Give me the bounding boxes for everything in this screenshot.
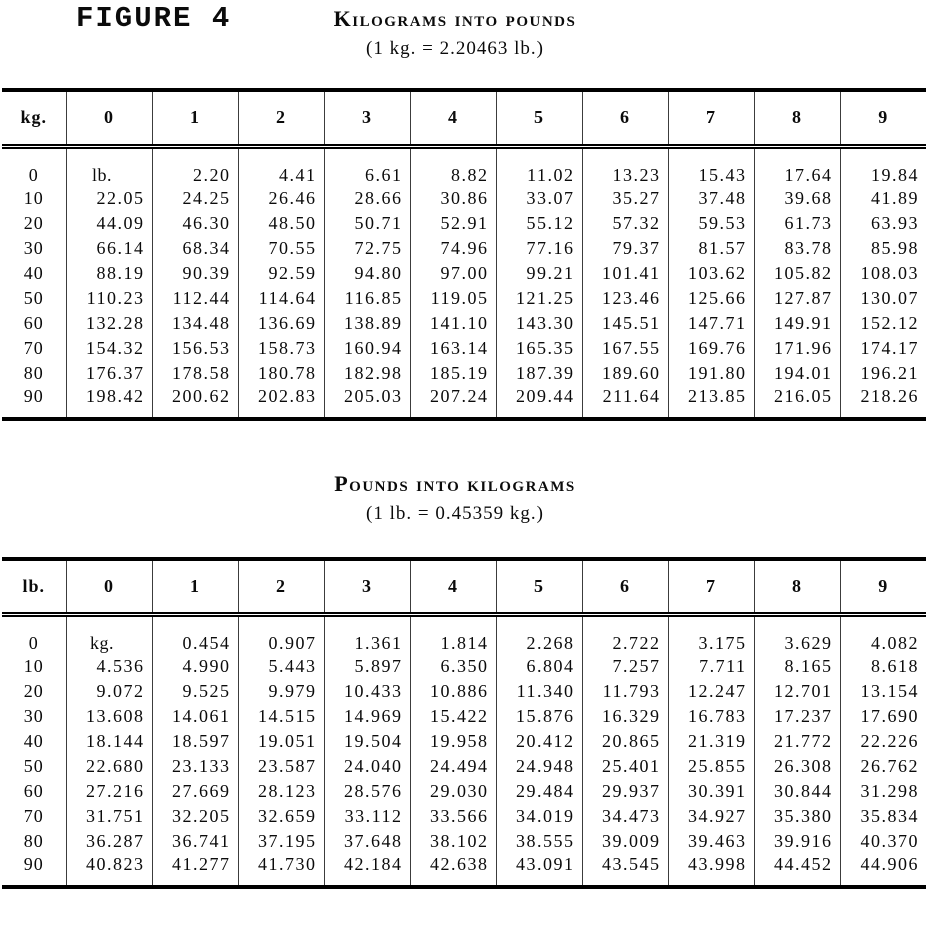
value-cell: 205.03	[324, 386, 410, 419]
value-cell: 43.998	[668, 854, 754, 887]
value-cell: 15.422	[410, 704, 496, 729]
value-cell: 11.793	[582, 679, 668, 704]
value-cell: 50.71	[324, 211, 410, 236]
value-cell: 37.195	[238, 829, 324, 854]
row-stub-cell: 0	[28, 633, 39, 653]
value-cell: 185.19	[410, 361, 496, 386]
value-cell: 74.96	[410, 236, 496, 261]
value-cell: 85.98	[840, 236, 926, 261]
value-cell: 33.112	[324, 804, 410, 829]
value-cell: 10.433	[324, 679, 410, 704]
row-stub-cell: 40	[23, 731, 44, 751]
value-cell: 41.89	[840, 186, 926, 211]
value-cell: 48.50	[238, 211, 324, 236]
table-row	[2, 779, 926, 804]
value-cell: 17.64	[754, 146, 840, 186]
column-header-cell: 5	[496, 90, 582, 146]
value-cell: 18.597	[152, 729, 238, 754]
value-cell: 2.722	[582, 615, 668, 655]
column-header-cell: 7	[668, 90, 754, 146]
column-header-cell: 7	[668, 559, 754, 615]
table-row	[2, 854, 926, 887]
value-cell: 213.85	[668, 386, 754, 419]
value-cell: 27.669	[152, 779, 238, 804]
row-stub-cell: 10	[23, 656, 44, 676]
row-stub-cell: 80	[23, 831, 44, 851]
row-stub-cell: 90	[23, 385, 44, 406]
value-cell: 180.78	[238, 361, 324, 386]
value-cell: 4.990	[152, 654, 238, 679]
table2-caption: (1 lb. = 0.45359 kg.)	[366, 502, 544, 524]
value-cell: 29.484	[496, 779, 582, 804]
value-cell: 18.144	[66, 729, 152, 754]
table-row	[2, 286, 926, 311]
value-cell: 44.452	[754, 854, 840, 887]
stub-header-cell: lb.	[2, 559, 66, 615]
table1-caption: (1 kg. = 2.20463 lb.)	[366, 38, 544, 59]
value-cell: 55.12	[496, 211, 582, 236]
row-stub-cell: 20	[23, 212, 44, 233]
value-cell: 182.98	[324, 361, 410, 386]
table-row	[2, 211, 926, 236]
column-header-cell: 9	[840, 559, 926, 615]
value-cell: 8.165	[754, 654, 840, 679]
value-cell: 37.48	[668, 186, 754, 211]
stub-header-cell: kg.	[2, 90, 66, 146]
value-cell: 26.308	[754, 754, 840, 779]
value-cell: 189.60	[582, 361, 668, 386]
value-cell: 130.07	[840, 286, 926, 311]
value-cell: 41.730	[238, 854, 324, 887]
value-cell: 34.927	[668, 804, 754, 829]
value-cell: 105.82	[754, 261, 840, 286]
value-cell: 22.680	[66, 754, 152, 779]
value-cell: 103.62	[668, 261, 754, 286]
value-cell: 12.701	[754, 679, 840, 704]
table-row	[2, 654, 926, 679]
row-stub-cell: 30	[23, 237, 44, 258]
value-cell: 33.566	[410, 804, 496, 829]
value-cell: 209.44	[496, 386, 582, 419]
value-cell: 88.19	[66, 261, 152, 286]
value-cell: 16.783	[668, 704, 754, 729]
value-cell: 19.051	[238, 729, 324, 754]
row-stub-cell: 0	[28, 164, 39, 185]
value-cell: 132.28	[66, 311, 152, 336]
value-cell: 30.391	[668, 779, 754, 804]
value-cell: 187.39	[496, 361, 582, 386]
value-cell: 44.906	[840, 854, 926, 887]
value-cell: 25.401	[582, 754, 668, 779]
value-cell: 101.41	[582, 261, 668, 286]
value-cell: 35.27	[582, 186, 668, 211]
column-header-cell: 9	[840, 90, 926, 146]
table-row	[2, 261, 926, 286]
value-cell: 165.35	[496, 336, 582, 361]
value-cell: 200.62	[152, 386, 238, 419]
table-row	[2, 615, 926, 655]
column-header-cell: 3	[324, 559, 410, 615]
table1-title-block	[0, 6, 910, 60]
unit-label-cell: kg.	[66, 615, 152, 655]
value-cell: 42.638	[410, 854, 496, 887]
value-cell: 119.05	[410, 286, 496, 311]
value-cell: 163.14	[410, 336, 496, 361]
header-row	[2, 559, 926, 615]
table2-title: Pounds into kilograms	[334, 470, 576, 496]
value-cell: 16.329	[582, 704, 668, 729]
value-cell: 5.897	[324, 654, 410, 679]
value-cell: 26.46	[238, 186, 324, 211]
value-cell: 171.96	[754, 336, 840, 361]
table-row	[2, 146, 926, 186]
value-cell: 92.59	[238, 261, 324, 286]
value-cell: 39.68	[754, 186, 840, 211]
value-cell: 43.091	[496, 854, 582, 887]
value-cell: 1.361	[324, 615, 410, 655]
value-cell: 11.340	[496, 679, 582, 704]
value-cell: 79.37	[582, 236, 668, 261]
row-stub-cell: 80	[23, 362, 44, 383]
lb-to-kg-table-body	[2, 615, 926, 888]
value-cell: 2.20	[152, 146, 238, 186]
value-cell: 40.823	[66, 854, 152, 887]
lb-to-kg-table	[2, 557, 926, 890]
table-row	[2, 336, 926, 361]
value-cell: 123.46	[582, 286, 668, 311]
value-cell: 3.629	[754, 615, 840, 655]
value-cell: 152.12	[840, 311, 926, 336]
value-cell: 121.25	[496, 286, 582, 311]
value-cell: 24.25	[152, 186, 238, 211]
kg-to-lb-table	[2, 88, 926, 421]
value-cell: 0.907	[238, 615, 324, 655]
lb-to-kg-table-header	[2, 559, 926, 615]
kg-to-lb-table-body	[2, 146, 926, 419]
value-cell: 114.64	[238, 286, 324, 311]
value-cell: 24.494	[410, 754, 496, 779]
value-cell: 1.814	[410, 615, 496, 655]
value-cell: 15.876	[496, 704, 582, 729]
value-cell: 167.55	[582, 336, 668, 361]
column-header-cell: 6	[582, 559, 668, 615]
value-cell: 35.380	[754, 804, 840, 829]
table-row	[2, 311, 926, 336]
table-row	[2, 829, 926, 854]
value-cell: 43.545	[582, 854, 668, 887]
value-cell: 39.916	[754, 829, 840, 854]
value-cell: 23.587	[238, 754, 324, 779]
table-row	[2, 361, 926, 386]
value-cell: 149.91	[754, 311, 840, 336]
value-cell: 14.061	[152, 704, 238, 729]
value-cell: 24.948	[496, 754, 582, 779]
row-stub-cell: 70	[23, 806, 44, 826]
value-cell: 4.082	[840, 615, 926, 655]
value-cell: 94.80	[324, 261, 410, 286]
row-stub-cell: 60	[23, 312, 44, 333]
value-cell: 30.86	[410, 186, 496, 211]
value-cell: 77.16	[496, 236, 582, 261]
value-cell: 196.21	[840, 361, 926, 386]
value-cell: 2.268	[496, 615, 582, 655]
value-cell: 68.34	[152, 236, 238, 261]
table-row	[2, 186, 926, 211]
value-cell: 37.648	[324, 829, 410, 854]
value-cell: 4.536	[66, 654, 152, 679]
page-header	[0, 0, 928, 88]
value-cell: 169.76	[668, 336, 754, 361]
value-cell: 10.886	[410, 679, 496, 704]
column-header-cell: 8	[754, 90, 840, 146]
value-cell: 19.958	[410, 729, 496, 754]
value-cell: 30.844	[754, 779, 840, 804]
value-cell: 99.21	[496, 261, 582, 286]
value-cell: 28.123	[238, 779, 324, 804]
value-cell: 11.02	[496, 146, 582, 186]
column-header-cell: 8	[754, 559, 840, 615]
value-cell: 211.64	[582, 386, 668, 419]
value-cell: 70.55	[238, 236, 324, 261]
table-row	[2, 679, 926, 704]
value-cell: 4.41	[238, 146, 324, 186]
value-cell: 28.576	[324, 779, 410, 804]
value-cell: 6.804	[496, 654, 582, 679]
value-cell: 110.23	[66, 286, 152, 311]
value-cell: 29.937	[582, 779, 668, 804]
value-cell: 136.69	[238, 311, 324, 336]
column-header-cell: 1	[152, 559, 238, 615]
value-cell: 26.762	[840, 754, 926, 779]
value-cell: 29.030	[410, 779, 496, 804]
value-cell: 216.05	[754, 386, 840, 419]
value-cell: 21.319	[668, 729, 754, 754]
value-cell: 81.57	[668, 236, 754, 261]
row-stub-cell: 10	[23, 187, 44, 208]
column-header-cell: 3	[324, 90, 410, 146]
value-cell: 0.454	[152, 615, 238, 655]
row-stub-cell: 20	[23, 681, 44, 701]
header-row	[2, 90, 926, 146]
value-cell: 32.205	[152, 804, 238, 829]
value-cell: 12.247	[668, 679, 754, 704]
value-cell: 21.772	[754, 729, 840, 754]
value-cell: 52.91	[410, 211, 496, 236]
value-cell: 134.48	[152, 311, 238, 336]
value-cell: 39.463	[668, 829, 754, 854]
value-cell: 34.019	[496, 804, 582, 829]
value-cell: 158.73	[238, 336, 324, 361]
column-header-cell: 2	[238, 559, 324, 615]
table-row	[2, 754, 926, 779]
unit-label-cell: lb.	[66, 146, 152, 186]
value-cell: 63.93	[840, 211, 926, 236]
row-stub-cell: 70	[23, 337, 44, 358]
value-cell: 59.53	[668, 211, 754, 236]
value-cell: 83.78	[754, 236, 840, 261]
value-cell: 108.03	[840, 261, 926, 286]
value-cell: 39.009	[582, 829, 668, 854]
value-cell: 66.14	[66, 236, 152, 261]
value-cell: 178.58	[152, 361, 238, 386]
value-cell: 145.51	[582, 311, 668, 336]
value-cell: 191.80	[668, 361, 754, 386]
value-cell: 116.85	[324, 286, 410, 311]
value-cell: 35.834	[840, 804, 926, 829]
value-cell: 46.30	[152, 211, 238, 236]
value-cell: 23.133	[152, 754, 238, 779]
value-cell: 13.608	[66, 704, 152, 729]
value-cell: 143.30	[496, 311, 582, 336]
value-cell: 24.040	[324, 754, 410, 779]
row-stub-cell: 40	[23, 262, 44, 283]
value-cell: 22.226	[840, 729, 926, 754]
column-header-cell: 5	[496, 559, 582, 615]
value-cell: 72.75	[324, 236, 410, 261]
value-cell: 19.84	[840, 146, 926, 186]
value-cell: 40.370	[840, 829, 926, 854]
column-header-cell: 0	[66, 559, 152, 615]
value-cell: 90.39	[152, 261, 238, 286]
kg-to-lb-table-header	[2, 90, 926, 146]
column-header-cell: 4	[410, 559, 496, 615]
table-row	[2, 704, 926, 729]
value-cell: 42.184	[324, 854, 410, 887]
value-cell: 9.979	[238, 679, 324, 704]
value-cell: 176.37	[66, 361, 152, 386]
table-row	[2, 804, 926, 829]
column-header-cell: 4	[410, 90, 496, 146]
value-cell: 13.154	[840, 679, 926, 704]
value-cell: 6.350	[410, 654, 496, 679]
value-cell: 174.17	[840, 336, 926, 361]
table-row	[2, 729, 926, 754]
column-header-cell: 0	[66, 90, 152, 146]
value-cell: 147.71	[668, 311, 754, 336]
value-cell: 3.175	[668, 615, 754, 655]
value-cell: 19.504	[324, 729, 410, 754]
value-cell: 15.43	[668, 146, 754, 186]
value-cell: 138.89	[324, 311, 410, 336]
value-cell: 6.61	[324, 146, 410, 186]
value-cell: 38.555	[496, 829, 582, 854]
value-cell: 14.515	[238, 704, 324, 729]
value-cell: 207.24	[410, 386, 496, 419]
row-stub-cell: 50	[23, 287, 44, 308]
value-cell: 41.277	[152, 854, 238, 887]
value-cell: 38.102	[410, 829, 496, 854]
table2-title-block	[0, 421, 910, 557]
value-cell: 194.01	[754, 361, 840, 386]
column-header-cell: 1	[152, 90, 238, 146]
row-stub-cell: 90	[23, 854, 44, 874]
value-cell: 8.82	[410, 146, 496, 186]
value-cell: 160.94	[324, 336, 410, 361]
value-cell: 20.412	[496, 729, 582, 754]
value-cell: 28.66	[324, 186, 410, 211]
value-cell: 14.969	[324, 704, 410, 729]
row-stub-cell: 60	[23, 781, 44, 801]
value-cell: 44.09	[66, 211, 152, 236]
value-cell: 97.00	[410, 261, 496, 286]
value-cell: 202.83	[238, 386, 324, 419]
value-cell: 8.618	[840, 654, 926, 679]
value-cell: 125.66	[668, 286, 754, 311]
value-cell: 9.525	[152, 679, 238, 704]
value-cell: 218.26	[840, 386, 926, 419]
value-cell: 20.865	[582, 729, 668, 754]
column-header-cell: 6	[582, 90, 668, 146]
table-row	[2, 386, 926, 419]
value-cell: 13.23	[582, 146, 668, 186]
column-header-cell: 2	[238, 90, 324, 146]
value-cell: 31.298	[840, 779, 926, 804]
value-cell: 112.44	[152, 286, 238, 311]
value-cell: 61.73	[754, 211, 840, 236]
value-cell: 27.216	[66, 779, 152, 804]
table1-title: Kilograms into pounds	[333, 6, 577, 31]
value-cell: 141.10	[410, 311, 496, 336]
figure-label: FIGURE 4	[76, 2, 232, 35]
value-cell: 57.32	[582, 211, 668, 236]
table-row	[2, 236, 926, 261]
value-cell: 31.751	[66, 804, 152, 829]
value-cell: 22.05	[66, 186, 152, 211]
value-cell: 17.237	[754, 704, 840, 729]
value-cell: 32.659	[238, 804, 324, 829]
value-cell: 33.07	[496, 186, 582, 211]
value-cell: 198.42	[66, 386, 152, 419]
value-cell: 25.855	[668, 754, 754, 779]
value-cell: 17.690	[840, 704, 926, 729]
value-cell: 127.87	[754, 286, 840, 311]
value-cell: 7.711	[668, 654, 754, 679]
value-cell: 36.741	[152, 829, 238, 854]
value-cell: 5.443	[238, 654, 324, 679]
value-cell: 156.53	[152, 336, 238, 361]
value-cell: 154.32	[66, 336, 152, 361]
row-stub-cell: 30	[23, 706, 44, 726]
row-stub-cell: 50	[23, 756, 44, 776]
value-cell: 9.072	[66, 679, 152, 704]
value-cell: 36.287	[66, 829, 152, 854]
value-cell: 34.473	[582, 804, 668, 829]
value-cell: 7.257	[582, 654, 668, 679]
